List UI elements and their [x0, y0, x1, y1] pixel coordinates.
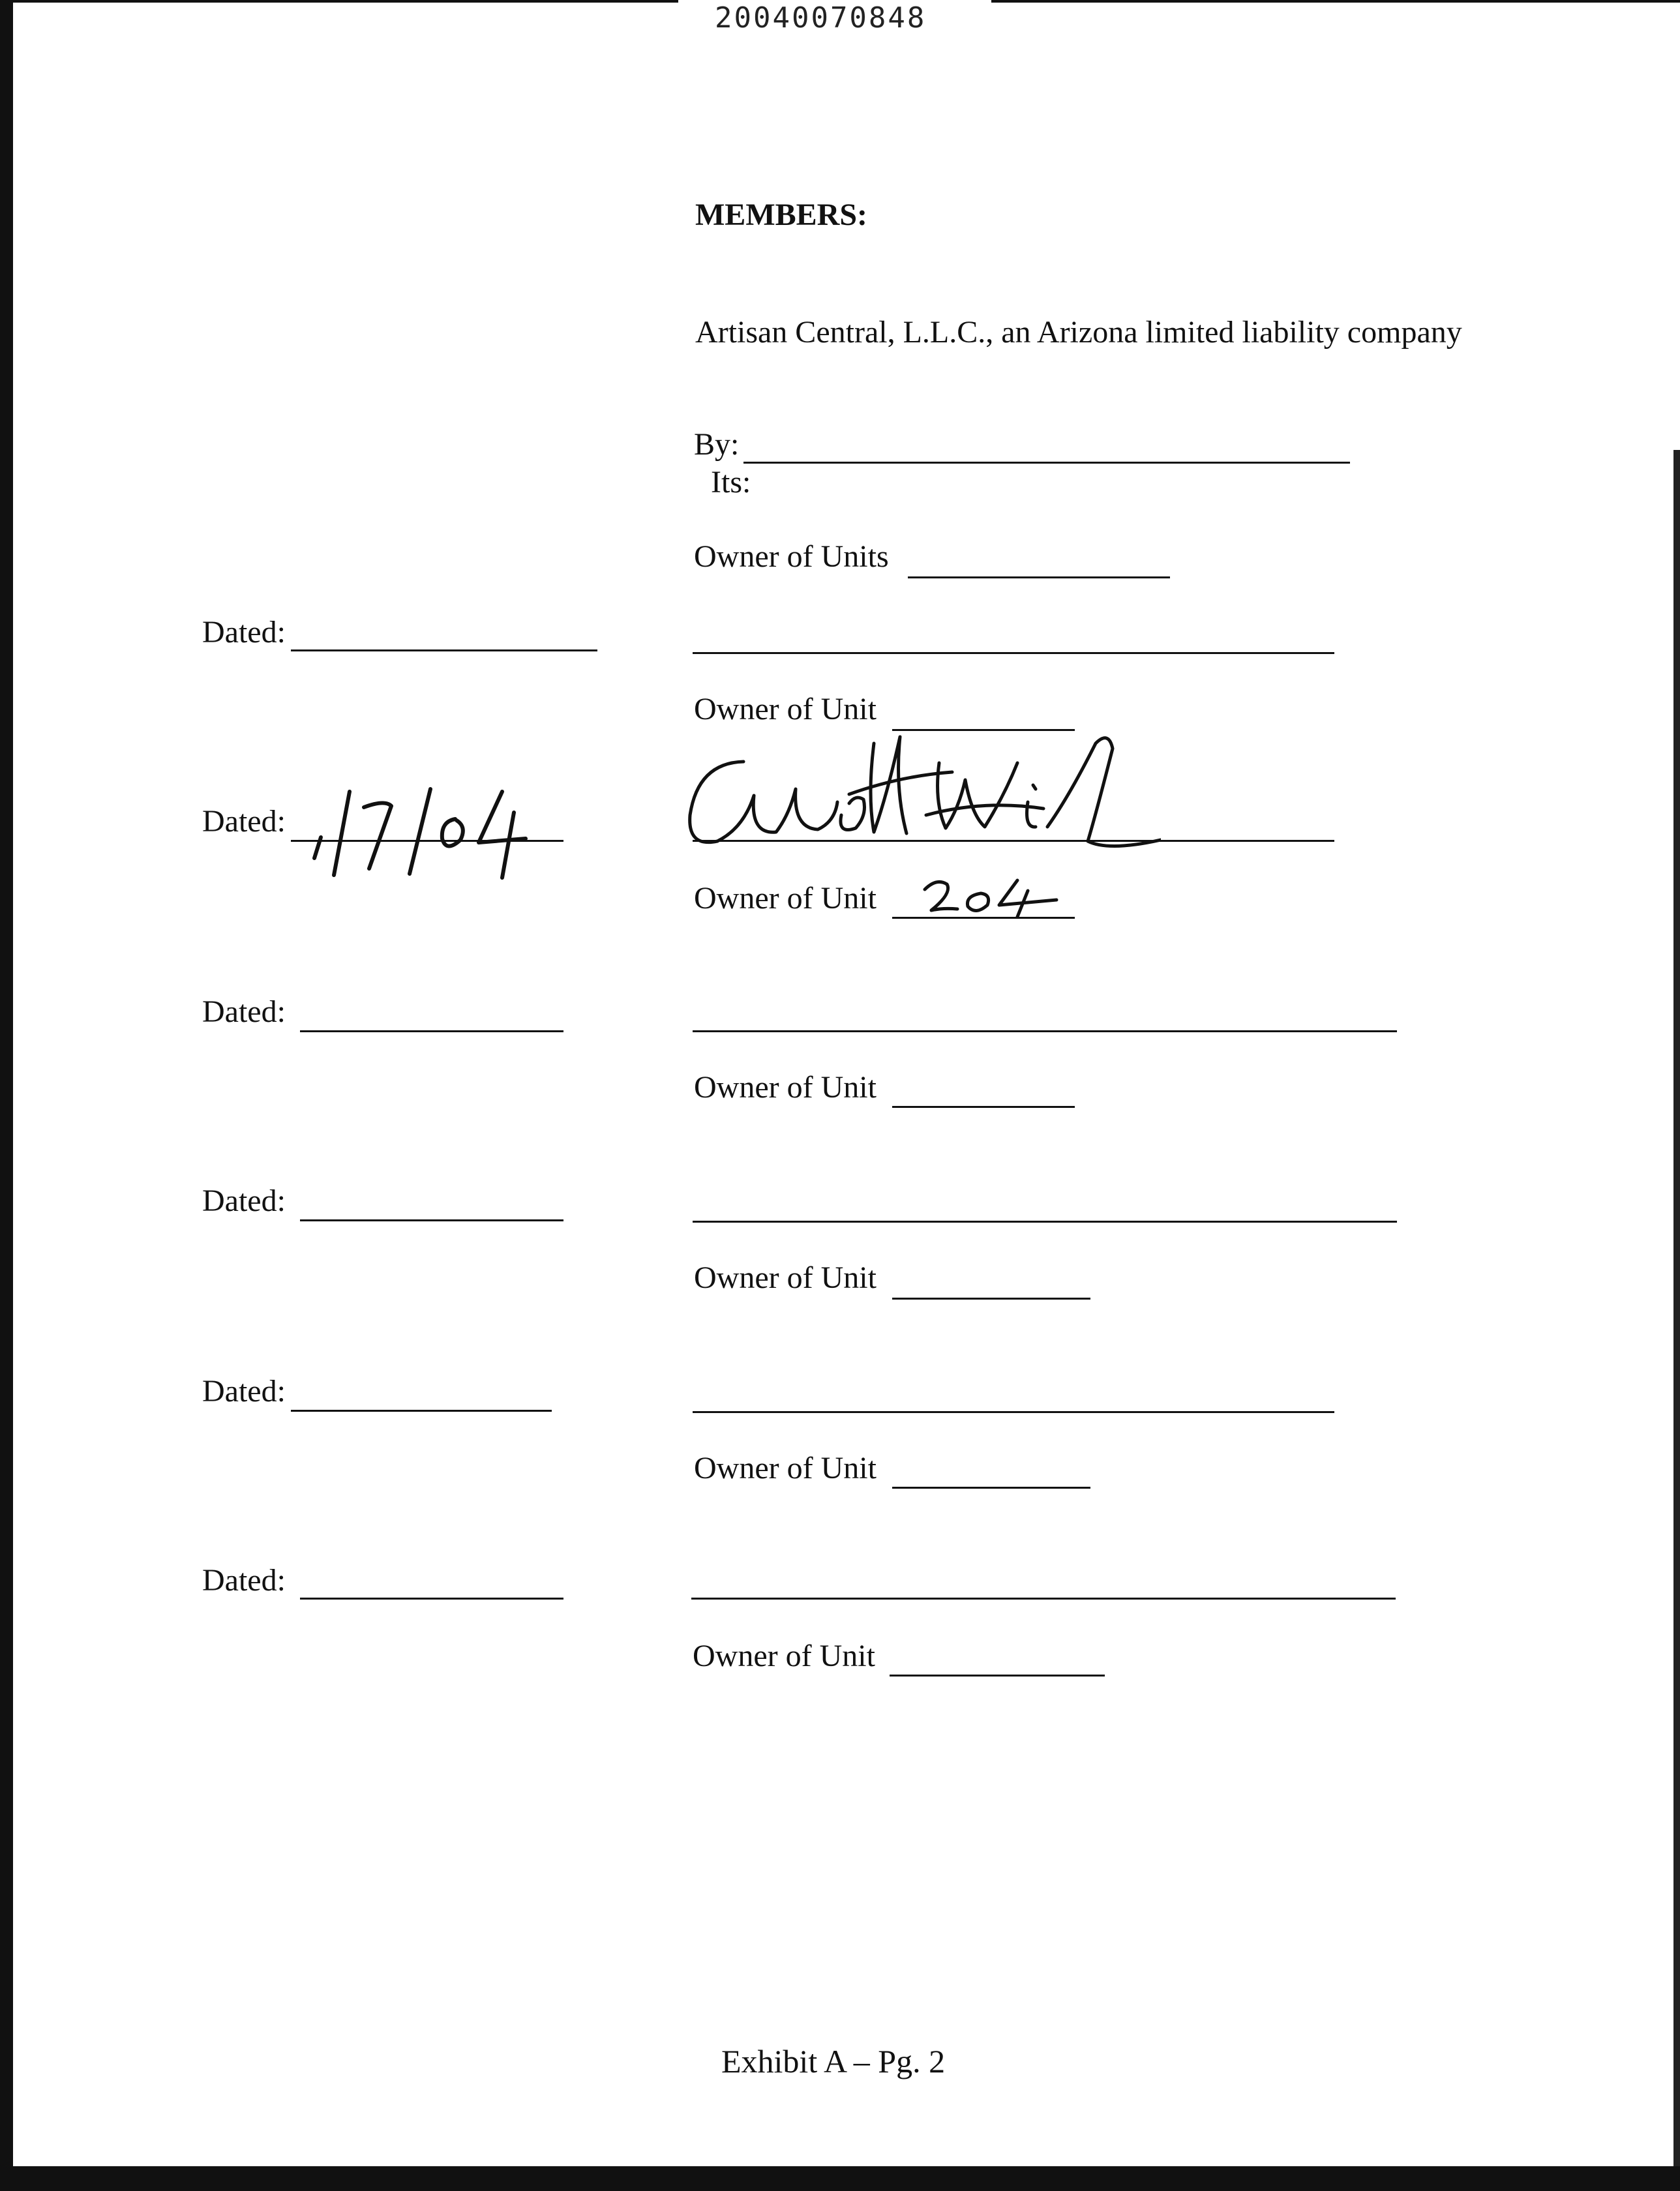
dated-label: Dated:	[202, 994, 286, 1029]
handwritten-unit-number	[920, 874, 1070, 919]
handwritten-date	[307, 780, 541, 884]
owner-unit-line[interactable]	[892, 729, 1075, 731]
scan-edge-left	[0, 0, 13, 2191]
scan-edge-right	[1673, 450, 1680, 2191]
dated-label: Dated:	[202, 1374, 286, 1408]
members-heading: MEMBERS:	[695, 198, 867, 232]
owner-of-units-label: Owner of Units	[694, 539, 889, 574]
dated-line[interactable]	[300, 1598, 563, 1600]
dated-line[interactable]	[300, 1219, 563, 1221]
by-signature-line[interactable]	[743, 462, 1350, 464]
owner-signature	[678, 717, 1161, 874]
owner-signature-line[interactable]	[693, 1030, 1397, 1032]
owner-signature-line[interactable]	[693, 1411, 1334, 1413]
dated-line[interactable]	[300, 1030, 563, 1032]
owner-of-unit-label: Owner of Unit	[694, 1451, 877, 1485]
signature-name-text: Walt H. Wirl	[678, 717, 682, 718]
owner-of-unit-label: Owner of Unit	[694, 692, 877, 726]
dated-line[interactable]	[291, 840, 563, 842]
owner-unit-line[interactable]	[892, 1298, 1090, 1300]
owner-of-unit-label: Owner of Unit	[693, 1639, 875, 1673]
scan-edge-top-right	[991, 0, 1680, 3]
dated-line[interactable]	[291, 1410, 552, 1412]
owner-of-unit-label: Owner of Unit	[694, 1070, 877, 1105]
by-label: By:	[694, 427, 740, 462]
owner-unit-line[interactable]	[892, 917, 1075, 919]
owner-signature-line[interactable]	[693, 1221, 1397, 1223]
document-number-stamp: 20040070848	[715, 1, 927, 35]
its-label: Its:	[711, 465, 751, 499]
owner-of-units-line[interactable]	[908, 576, 1170, 578]
owner-unit-line[interactable]	[892, 1487, 1090, 1489]
company-description: Artisan Central, L.L.C., an Arizona limited liability company	[695, 315, 1462, 350]
owner-signature-line[interactable]	[691, 1598, 1396, 1600]
owner-unit-line[interactable]	[890, 1675, 1105, 1677]
owner-signature-line[interactable]	[693, 840, 1334, 842]
dated-line[interactable]	[291, 649, 597, 651]
dated-label: Dated:	[202, 1184, 286, 1218]
dated-label: Dated:	[202, 804, 286, 839]
handwritten-date-text: 1/7/04	[307, 780, 308, 781]
owner-of-unit-label: Owner of Unit	[694, 881, 877, 916]
owner-unit-line[interactable]	[892, 1106, 1075, 1108]
dated-label: Dated:	[202, 615, 286, 649]
owner-signature-line[interactable]	[693, 652, 1334, 654]
page-footer: Exhibit A – Pg. 2	[721, 2043, 946, 2079]
owner-of-unit-label: Owner of Unit	[694, 1260, 877, 1295]
dated-label: Dated:	[202, 1563, 286, 1598]
scan-edge-bottom	[0, 2166, 1680, 2191]
scan-edge-top-left	[0, 0, 678, 3]
